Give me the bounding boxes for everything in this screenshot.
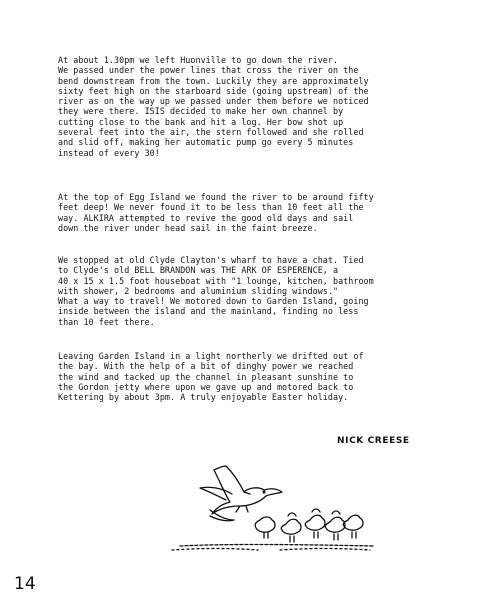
paragraph-clyde-clayton: We stopped at old Clyde Clayton's wharf to have a chat. Tied to Clyde's old BELL BRANDON was THE ARK OF ESPERENCE, a 40 x 15 x 1.5 foot houseboat with "1 lounge, kitchen, bathroom with shower, 2 bedrooms and aluminium sliding windows." What a way to travel! We motored down to Garden Island, going inside between the island and the mainland, finding no less than 10 feet there. [58, 255, 374, 327]
paragraph-garden-island: Leaving Garden Island in a light northerly we drifted out of the bay. With the help of a bit of dinghy power we reached the wind and tacked up the channel in pleasant sunshine to the Gordon jetty where upon we gave up and motored back to Kettering by about 3pm. A truly enjoyable Easter holiday. [58, 351, 364, 403]
seagulls-sketch-icon [160, 458, 380, 558]
paragraph-egg-island: At the top of Egg Island we found the river to be around fifty feet deep! We never found it to be less than 10 feet all the way. ALKIRA attempted to revive the good old days and sail down the river under head sail in the faint breeze. [58, 192, 374, 233]
paragraph-huonville: At about 1.30pm we left Huonville to go down the river. We passed under the power lines that cross the river on the bend downstream from the town. Luckily they are approximately sixty feet high on the starboard side (going upstream) of the river as on the way up we passed under them before we noticed they were there. ISIS decided to make her own channel by cutting close to the bank and hit a log. Her bow shot up several feet into the air, the stern followed and she rolled and slid off, making her automatic pump go every 5 minutes instead of every 30! [58, 55, 369, 158]
page-number: 14 [14, 574, 36, 594]
author-signature: NICK CREESE [337, 436, 410, 446]
